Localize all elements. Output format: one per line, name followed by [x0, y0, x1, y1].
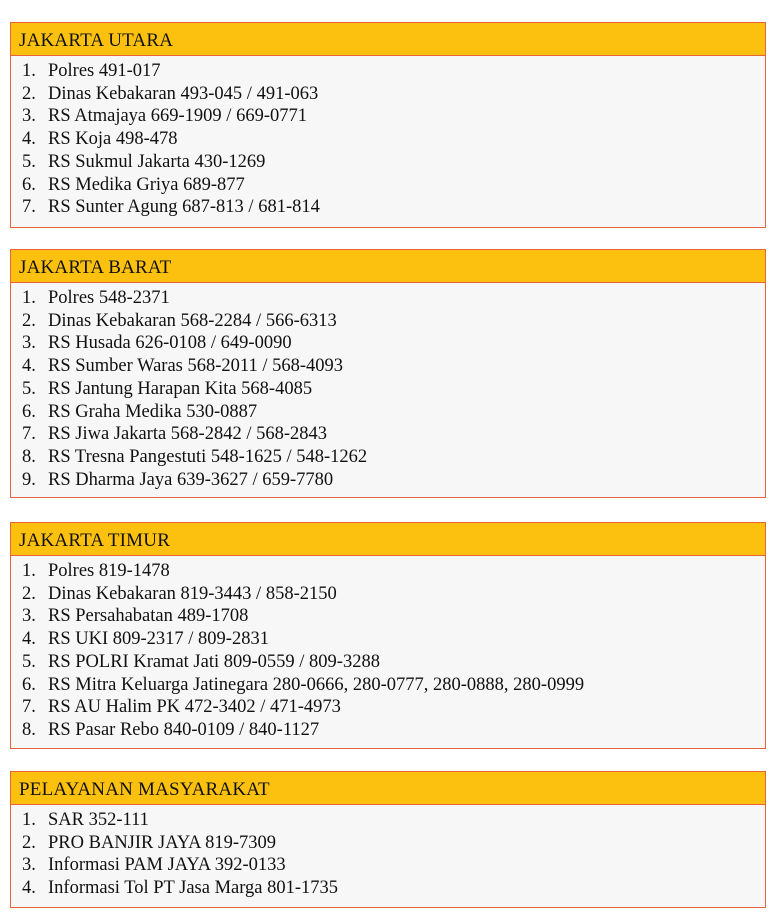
- list-item: [22, 310, 765, 333]
- item-text: RS Sukmul Jakarta 430-1269: [48, 151, 266, 172]
- list-item: [22, 60, 765, 83]
- list-item: [22, 105, 765, 128]
- list-item: [22, 332, 765, 355]
- item-number: 5.: [22, 151, 36, 172]
- item-number: 4.: [22, 356, 36, 377]
- item-number: 1.: [22, 288, 36, 308]
- item-text: RS Medika Griya 689-877: [48, 174, 245, 195]
- item-number: 7.: [22, 697, 36, 718]
- section-title: JAKARTA BARAT: [11, 250, 765, 283]
- item-text: RS Dharma Jaya 639-3627 / 659-7780: [48, 469, 334, 490]
- item-text: Dinas Kebakaran 568-2284 / 566-6313: [48, 310, 337, 331]
- list-item: [22, 355, 765, 378]
- item-text: RS Jantung Harapan Kita 568-4085: [48, 378, 313, 399]
- list-item: [22, 719, 765, 742]
- list-item: [22, 128, 765, 151]
- list-item: [22, 628, 765, 651]
- item-text: Polres 491-017: [48, 61, 161, 81]
- item-number: 3.: [22, 855, 36, 876]
- item-number: 6.: [22, 174, 36, 195]
- item-number: 7.: [22, 424, 36, 445]
- item-number: 6.: [22, 674, 36, 695]
- list-item: [22, 809, 765, 832]
- list-item: [22, 651, 765, 674]
- item-text: Polres 819-1478: [48, 561, 170, 581]
- item-number: 1.: [22, 561, 36, 581]
- list-item: [22, 446, 765, 469]
- item-text: RS Husada 626-0108 / 649-0090: [48, 333, 292, 354]
- section-jakarta-utara: [10, 22, 766, 228]
- item-number: 3.: [22, 333, 36, 354]
- item-text: RS UKI 809-2317 / 809-2831: [48, 629, 269, 650]
- item-text: RS Jiwa Jakarta 568-2842 / 568-2843: [48, 424, 328, 445]
- item-text: RS AU Halim PK 472-3402 / 471-4973: [48, 697, 341, 718]
- list-item: [22, 423, 765, 446]
- contact-list: [11, 56, 765, 221]
- list-item: [22, 854, 765, 877]
- item-number: 2.: [22, 310, 36, 331]
- list-item: [22, 378, 765, 401]
- item-number: 6.: [22, 401, 36, 422]
- list-item: [22, 877, 765, 900]
- item-number: 1.: [22, 810, 36, 830]
- item-number: 4.: [22, 129, 36, 150]
- list-item: [22, 605, 765, 628]
- item-text: RS Atmajaya 669-1909 / 669-0771: [48, 106, 307, 127]
- contact-list: [11, 805, 765, 902]
- item-number: 1.: [22, 61, 36, 81]
- item-text: Dinas Kebakaran 493-045 / 491-063: [48, 83, 319, 104]
- section-title: JAKARTA UTARA: [11, 23, 765, 56]
- list-item: [22, 583, 765, 606]
- list-item: [22, 674, 765, 697]
- item-text: Informasi PAM JAYA 392-0133: [48, 855, 286, 876]
- section-pelayanan-masyarakat: [10, 771, 766, 908]
- item-text: Dinas Kebakaran 819-3443 / 858-2150: [48, 583, 337, 604]
- item-number: 2.: [22, 83, 36, 104]
- section-title: JAKARTA TIMUR: [11, 523, 765, 556]
- item-number: 2.: [22, 583, 36, 604]
- list-item: [22, 832, 765, 855]
- contact-list: [11, 283, 765, 493]
- item-text: RS Sumber Waras 568-2011 / 568-4093: [48, 356, 344, 377]
- item-number: 3.: [22, 606, 36, 627]
- list-item: [22, 469, 765, 492]
- contact-list: [11, 556, 765, 744]
- item-text: PRO BANJIR JAYA 819-7309: [48, 832, 277, 853]
- section-jakarta-barat: [10, 249, 766, 498]
- item-text: SAR 352-111: [48, 810, 149, 830]
- list-item: [22, 696, 765, 719]
- item-text: RS Mitra Keluarga Jatinegara 280-0666, 280-0777, 280-0888, 280-0999: [48, 674, 585, 695]
- list-item: [22, 83, 765, 106]
- item-text: RS POLRI Kramat Jati 809-0559 / 809-3288: [48, 651, 380, 672]
- item-number: 5.: [22, 378, 36, 399]
- list-item: [22, 196, 765, 219]
- item-number: 2.: [22, 832, 36, 853]
- item-text: RS Tresna Pangestuti 548-1625 / 548-1262: [48, 446, 368, 467]
- item-number: 4.: [22, 629, 36, 650]
- section-title: PELAYANAN MASYARAKAT: [11, 772, 765, 805]
- list-item: [22, 401, 765, 424]
- item-text: RS Koja 498-478: [48, 129, 178, 150]
- list-item: [22, 151, 765, 174]
- item-text: Informasi Tol PT Jasa Marga 801-1735: [48, 878, 339, 899]
- item-text: RS Persahabatan 489-1708: [48, 606, 249, 627]
- section-jakarta-timur: [10, 522, 766, 749]
- list-item: [22, 560, 765, 583]
- item-number: 3.: [22, 106, 36, 127]
- item-number: 7.: [22, 197, 36, 218]
- item-number: 8.: [22, 446, 36, 467]
- item-number: 8.: [22, 719, 36, 740]
- list-item: [22, 287, 765, 310]
- item-text: Polres 548-2371: [48, 288, 170, 308]
- item-text: RS Graha Medika 530-0887: [48, 401, 258, 422]
- item-text: RS Pasar Rebo 840-0109 / 840-1127: [48, 719, 320, 740]
- item-text: RS Sunter Agung 687-813 / 681-814: [48, 197, 320, 218]
- list-item: [22, 174, 765, 197]
- item-number: 9.: [22, 469, 36, 490]
- item-number: 5.: [22, 651, 36, 672]
- item-number: 4.: [22, 878, 36, 899]
